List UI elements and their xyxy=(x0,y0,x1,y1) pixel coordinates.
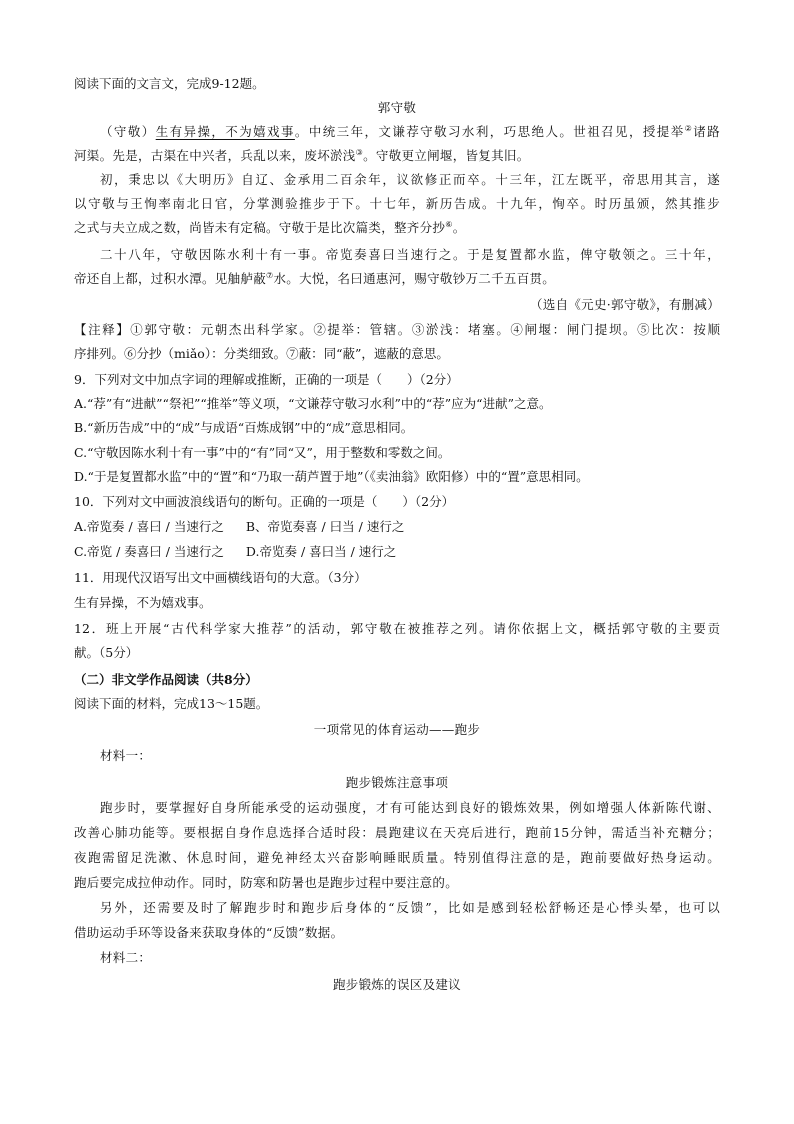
question-10-option-d: D.帝览奏 / 喜曰当 / 速行之 xyxy=(245,544,397,559)
section2-heading: （二）非文学作品阅读（共8分） xyxy=(74,672,258,687)
question-9-option-c: C.“守敬因陈水利十有一事”中的“有”同“又”，用于整数和零数之间。 xyxy=(74,445,451,460)
material1-p1-line3: 夜跑需留足洗漱、休息时间，避免神经太兴奋影响睡眠质量。特别值得注意的是，跑前要做好热身运动。 xyxy=(74,850,720,865)
passage-source: （选自《元史·郭守敬》，有删减） xyxy=(529,297,720,312)
passage-p3-line1: 二十八年，守敬因陈水利十有一事。帝览奏喜曰当速行之。于是复置都水监，俾守敬领之。三十年， xyxy=(100,247,720,262)
question-10-option-a: A.帝览奏 / 喜曰 / 当速行之 xyxy=(74,519,224,534)
material1-label: 材料一： xyxy=(100,748,152,763)
question-12-line2: 献。（5分） xyxy=(74,645,139,660)
material1-p1-line2: 改善心肺功能等。要根据自身作息选择合适时段：晨跑建议在天亮后进行，跑前15分钟，需适当补充糖分； xyxy=(74,825,720,840)
question-9: 9．下列对文中加点字词的理解或推断，正确的一项是（ ）（2分） xyxy=(74,372,459,387)
section2-title: 一项常见的体育运动——跑步 xyxy=(313,722,481,737)
material1-p2-line2: 借助运动手环等设备来获取身体的“反馈”数据。 xyxy=(74,925,344,940)
question-10-options-cd xyxy=(74,542,720,562)
passage-p2-line2: 以守敬与王恂率南北日官，分掌测验推步于下。十七年，新历告成。十九年，恂卒。时历虽颁，然其推步 xyxy=(74,196,720,211)
question-9-option-d: D.“于是复置都水监”中的“置”和“乃取一葫芦置于地”（《卖油翁》欧阳修）中的“置”意思相同。 xyxy=(74,469,589,484)
passage-p2-line1: 初，秉忠以《大明历》自辽、金承用二百余年，议欲修正而卒。十三年，江左既平，帝思用其言，遂 xyxy=(100,172,720,187)
question-10-option-b: B、帝览奏喜 / 曰当 / 速行之 xyxy=(245,519,405,534)
section2-intro: 阅读下面的材料，完成13～15题。 xyxy=(74,696,269,711)
material1-p1-line1: 跑步时，要掌握好自身所能承受的运动强度，才有可能达到良好的锻炼效果，例如增强人体新陈代谢、 xyxy=(100,800,720,815)
question-10-options-ab xyxy=(74,517,720,537)
question-9-option-b: B.“新历告成”中的“成”与成语“百炼成钢”中的“成”意思相同。 xyxy=(74,420,414,435)
classical-intro: 阅读下面的文言文，完成9-12题。 xyxy=(74,76,265,91)
question-11: 11．用现代汉语写出文中画横线语句的大意。（3分） xyxy=(74,570,367,585)
underlined-sentence: 生有异操，不为嬉戏事 xyxy=(155,124,295,139)
passage-p2-line3: 之式与夫立成之数，尚皆未有定稿。守敬于是比次篇类，整齐分抄⑥。 xyxy=(74,219,466,235)
passage-p1-line1: （守敬）生有异操，不为嬉戏事。中统三年，文谦荐守敬习水利，巧思绝人。世祖召见，授提举②诸路 xyxy=(100,123,720,139)
annotations-line2: 序排列。⑥分抄（miǎo）：分类细致。⑦蔽：同“蔽”，遮蔽的意思。 xyxy=(74,346,449,361)
question-12-line1: 12．班上开展“古代科学家大推荐”的活动，郭守敬在被推荐之列。请你依据上文，概括郭守敬的主要贡 xyxy=(74,621,720,636)
material1-p1-line4: 跑后要完成拉伸动作。同时，防寒和防暑也是跑步过程中要注意的。 xyxy=(74,875,459,890)
material1-p2-line1: 另外，还需要及时了解跑步时和跑步后身体的“反馈”，比如是感到轻松舒畅还是心悸头晕，也可以 xyxy=(100,900,720,915)
annotations-line1: 【注释】①郭守敬：元朝杰出科学家。②提举：管辖。③淤浅：堵塞。④闸堰：闸门提坝。⑤比次：按顺 xyxy=(74,322,720,337)
question-9-option-a: A.“荐”有“进献”“祭祀”“推举”等义项，“文谦荐守敬习水利”中的“荐”应为“进献”之意。 xyxy=(74,396,552,411)
passage-p1-line2: 河渠。先是，古渠在中兴者，兵乱以来，废坏淤浅③。守敬更立闸堰，皆复其旧。 xyxy=(74,147,530,163)
material2-title: 跑步锻炼的误区及建议 xyxy=(332,977,461,992)
classical-title: 郭守敬 xyxy=(377,100,417,115)
question-10-option-c: C.帝览 / 奏喜曰 / 当速行之 xyxy=(74,544,224,559)
question-10: 10．下列对文中画波浪线语句的断句。正确的一项是（ ）（2分） xyxy=(74,494,455,509)
question-11-sentence: 生有异操，不为嬉戏事。 xyxy=(74,595,212,610)
passage-p3-line2: 帝还自上都，过积水潭。见舳舻蔽⑦水。大悦，名曰通惠河，赐守敬钞万二千五百贯。 xyxy=(74,270,556,286)
material1-title: 跑步锻炼注意事项 xyxy=(345,775,449,790)
material2-label: 材料二： xyxy=(100,950,152,965)
